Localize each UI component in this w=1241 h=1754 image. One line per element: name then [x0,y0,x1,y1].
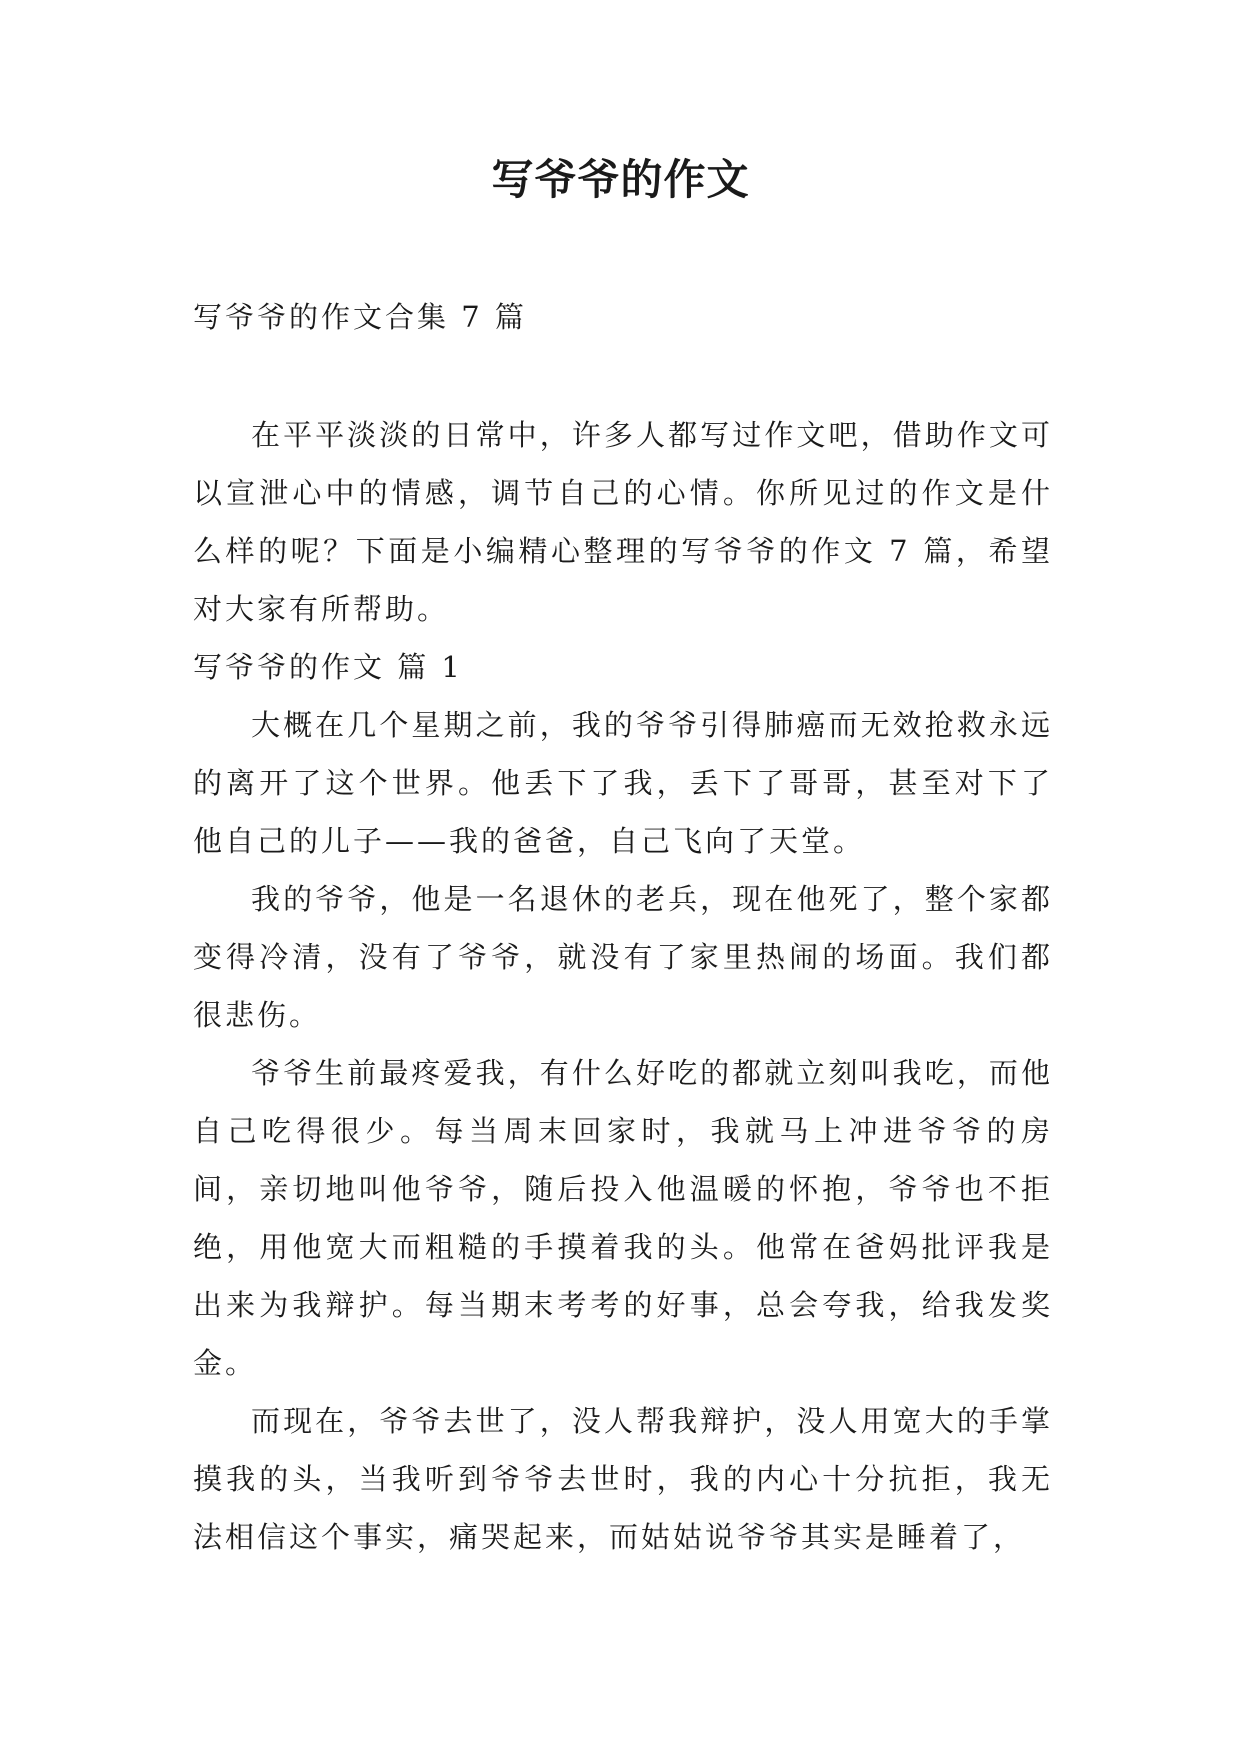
body-paragraph: 而现在，爷爷去世了，没人帮我辩护，没人用宽大的手掌摸我的头，当我听到爷爷去世时，我的内心十分抗拒，我无法相信这个事实，痛哭起来，而姑姑说爷爷其实是睡着了， [193,1404,1053,1554]
document-subtitle: 写爷爷的作文合集 7 篇 [193,300,527,334]
document-title: 写爷爷的作文 [491,155,750,204]
document-body [193,406,1053,1566]
intro-paragraph: 在平平淡淡的日常中，许多人都写过作文吧，借助作文可以宣泄心中的情感，调节自己的心情。你所见过的作文是什么样的呢？下面是小编精心整理的写爷爷的作文 7 篇，希望对大家有所帮助。 [193,418,1053,626]
body-paragraph: 我的爷爷，他是一名退休的老兵，现在他死了，整个家都变得冷清，没有了爷爷，就没有了家里热闹的场面。我们都很悲伤。 [193,882,1053,1032]
body-paragraph: 大概在几个星期之前，我的爷爷引得肺癌而无效抢救永远的离开了这个世界。他丢下了我，丢下了哥哥，甚至对下了他自己的儿子——我的爸爸，自己飞向了天堂。 [193,708,1053,858]
section-heading: 写爷爷的作文 篇 1 [193,650,463,684]
body-paragraph: 爷爷生前最疼爱我，有什么好吃的都就立刻叫我吃，而他自己吃得很少。每当周末回家时，我就马上冲进爷爷的房间，亲切地叫他爷爷，随后投入他温暖的怀抱，爷爷也不拒绝，用他宽大而粗糙的手摸着我的头。他常在爸妈批评我是出来为我辩护。每当期末考考的好事，总会夸我，给我发奖金。 [193,1056,1053,1380]
